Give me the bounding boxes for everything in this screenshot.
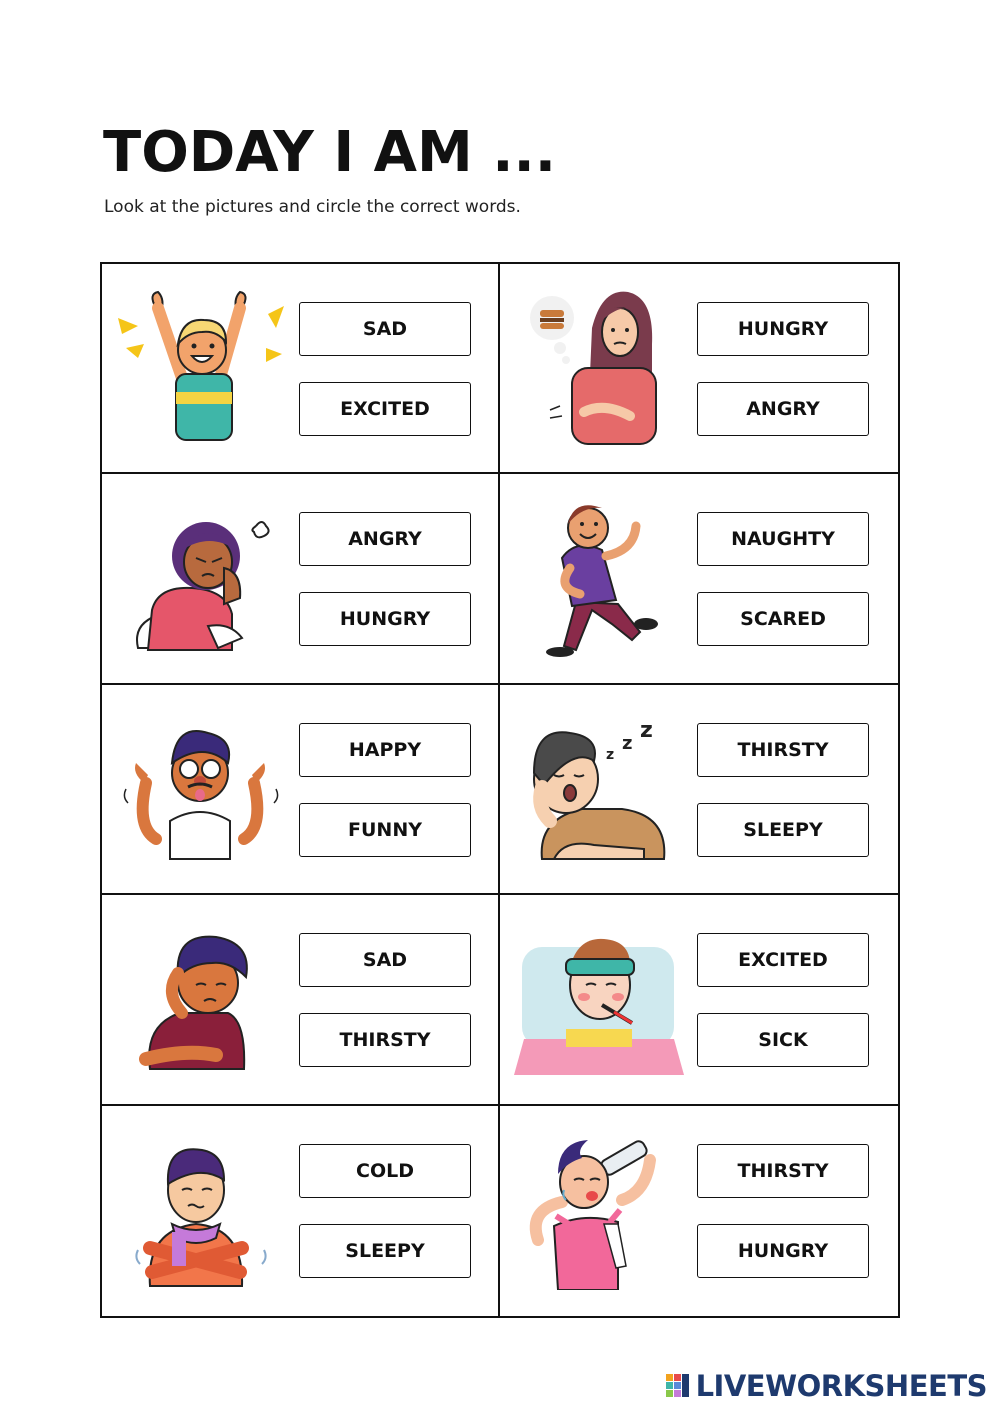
answer-option[interactable]: SCARED: [697, 592, 869, 646]
answer-option[interactable]: HUNGRY: [697, 1224, 869, 1278]
answer-option[interactable]: THIRSTY: [697, 1144, 869, 1198]
instructions: Look at the pictures and circle the correct words.: [104, 197, 521, 217]
thirsty-girl-illustration: [514, 1130, 684, 1290]
sleepy-boy-illustration: [514, 709, 684, 869]
svg-text:z: z: [622, 732, 633, 754]
excited-boy-illustration: [116, 288, 286, 448]
answer-option[interactable]: EXCITED: [697, 933, 869, 987]
answer-option[interactable]: SLEEPY: [697, 803, 869, 857]
exercise-item-8: [500, 895, 898, 1105]
answer-option[interactable]: HUNGRY: [299, 592, 471, 646]
answer-option[interactable]: NAUGHTY: [697, 512, 869, 566]
brand-name: LIVEWORKSHEETS: [695, 1369, 987, 1403]
answer-option[interactable]: COLD: [299, 1144, 471, 1198]
exercise-item-3: [102, 474, 500, 684]
exercise-grid: [100, 262, 900, 1318]
svg-text:z: z: [606, 746, 615, 763]
answer-option[interactable]: FUNNY: [299, 803, 471, 857]
cold-boy-illustration: [116, 1130, 286, 1290]
svg-text:z: z: [640, 717, 653, 743]
answer-option[interactable]: SAD: [299, 933, 471, 987]
answer-option[interactable]: HAPPY: [299, 723, 471, 777]
exercise-item-10: [500, 1106, 898, 1316]
exercise-item-9: [102, 1106, 500, 1316]
exercise-item-1: [102, 264, 500, 474]
angry-girl-illustration: [116, 498, 286, 658]
answer-option[interactable]: SAD: [299, 302, 471, 356]
worksheet-title: TODAY I AM ...: [103, 120, 557, 185]
exercise-item-2: [500, 264, 898, 474]
exercise-item-4: [500, 474, 898, 684]
hungry-girl-illustration: [514, 288, 684, 448]
answer-option[interactable]: HUNGRY: [697, 302, 869, 356]
exercise-item-6: [500, 685, 898, 895]
answer-option[interactable]: SLEEPY: [299, 1224, 471, 1278]
answer-option[interactable]: EXCITED: [299, 382, 471, 436]
naughty-boy-illustration: [514, 498, 684, 658]
liveworksheets-brand: [664, 1369, 987, 1403]
exercise-item-5: [102, 685, 500, 895]
exercise-item-7: [102, 895, 500, 1105]
sad-boy-illustration: [116, 919, 286, 1079]
answer-option[interactable]: ANGRY: [299, 512, 471, 566]
liveworksheets-logo-icon: [664, 1372, 692, 1400]
answer-option[interactable]: ANGRY: [697, 382, 869, 436]
answer-option[interactable]: THIRSTY: [299, 1013, 471, 1067]
answer-option[interactable]: SICK: [697, 1013, 869, 1067]
funny-boy-illustration: [116, 709, 286, 869]
sick-boy-illustration: [514, 919, 684, 1079]
answer-option[interactable]: THIRSTY: [697, 723, 869, 777]
